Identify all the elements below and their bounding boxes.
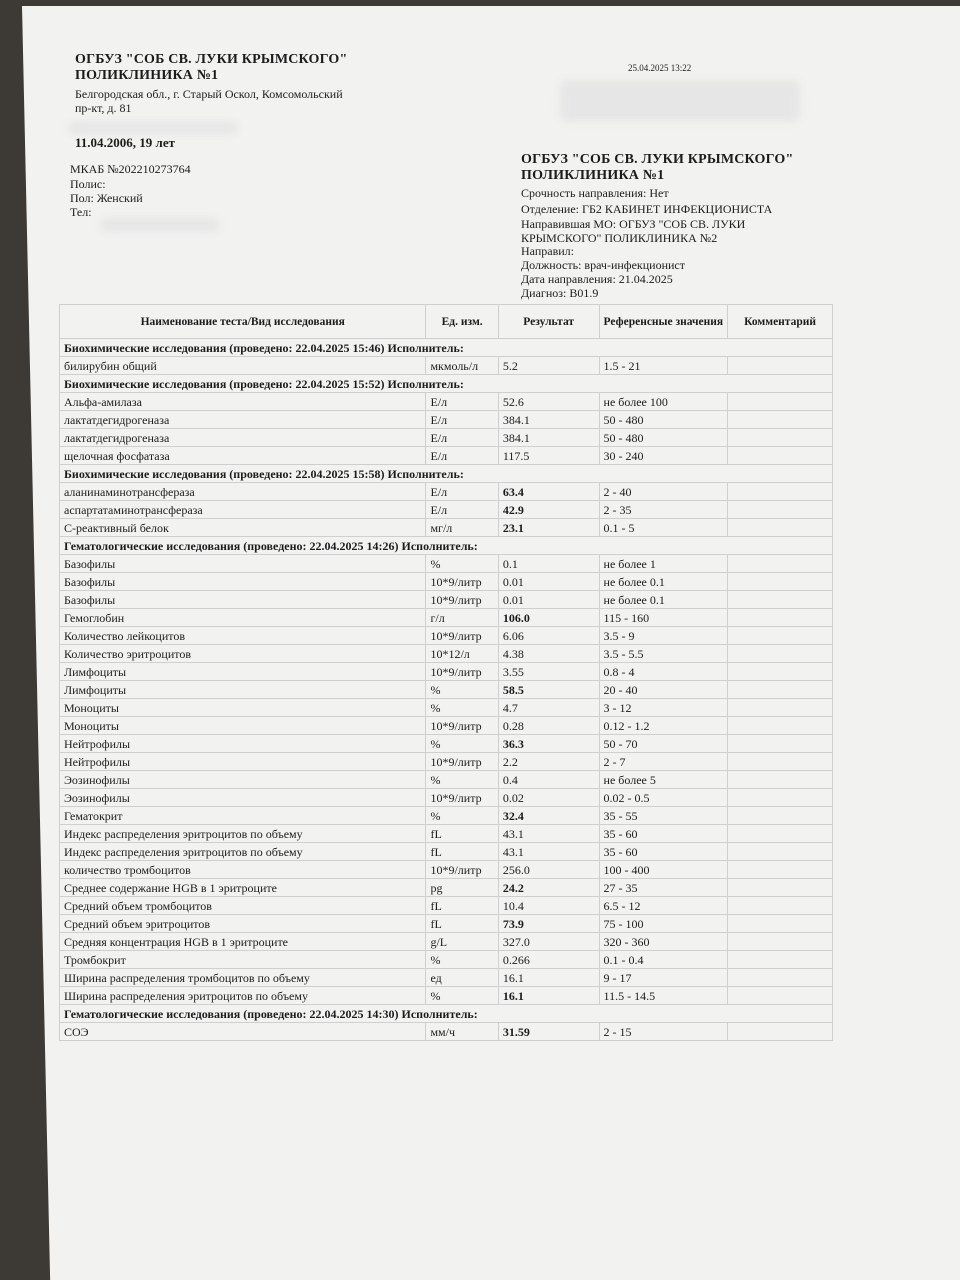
unit-cell: Е/л <box>426 393 498 411</box>
unit-cell: fL <box>426 915 498 933</box>
reference-cell: 3.5 - 9 <box>599 627 728 645</box>
result-cell: 0.4 <box>498 771 599 789</box>
comment-cell <box>728 861 833 879</box>
table-row <box>60 699 833 717</box>
test-name-cell: Тромбокрит <box>60 951 426 969</box>
reference-cell: 115 - 160 <box>599 609 728 627</box>
header-result: Результат <box>498 305 599 339</box>
table-row <box>60 609 833 627</box>
comment-cell <box>728 897 833 915</box>
patient-policy: Полис: <box>70 177 106 191</box>
header-comment: Комментарий <box>728 305 833 339</box>
unit-cell: fL <box>426 825 498 843</box>
reference-cell: 6.5 - 12 <box>599 897 728 915</box>
unit-cell: g/L <box>426 933 498 951</box>
comment-cell <box>728 915 833 933</box>
test-name-cell: Индекс распределения эритроцитов по объему <box>60 825 426 843</box>
table-header-row <box>60 305 833 339</box>
reference-cell: 30 - 240 <box>599 447 728 465</box>
table-row <box>60 681 833 699</box>
result-cell: 0.01 <box>498 591 599 609</box>
test-name-cell: Базофилы <box>60 555 426 573</box>
table-row <box>60 933 833 951</box>
reference-cell: 20 - 40 <box>599 681 728 699</box>
table-row <box>60 987 833 1005</box>
reference-cell: 35 - 55 <box>599 807 728 825</box>
comment-cell <box>728 519 833 537</box>
table-row <box>60 1023 833 1041</box>
unit-cell: мм/ч <box>426 1023 498 1041</box>
comment-cell <box>728 879 833 897</box>
table-row <box>60 771 833 789</box>
test-name-cell: СОЭ <box>60 1023 426 1041</box>
table-row <box>60 951 833 969</box>
comment-cell <box>728 987 833 1005</box>
unit-cell: 10*9/литр <box>426 861 498 879</box>
comment-cell <box>728 609 833 627</box>
test-name-cell: Альфа-амилаза <box>60 393 426 411</box>
test-name-cell: лактатдегидрогеназа <box>60 429 426 447</box>
reference-cell: 50 - 480 <box>599 411 728 429</box>
test-name-cell: аспартатаминотрансфераза <box>60 501 426 519</box>
comment-cell <box>728 825 833 843</box>
header-reference: Референсные значения <box>599 305 728 339</box>
referral-position: Должность: врач-инфекционист <box>521 258 685 272</box>
test-name-cell: Ширина распределения эритроцитов по объему <box>60 987 426 1005</box>
patient-phone: Тел: <box>70 205 92 219</box>
comment-cell <box>728 555 833 573</box>
unit-cell: мг/л <box>426 519 498 537</box>
reference-cell: 35 - 60 <box>599 843 728 861</box>
test-name-cell: Нейтрофилы <box>60 753 426 771</box>
test-name-cell: лактатдегидрогеназа <box>60 411 426 429</box>
unit-cell: Е/л <box>426 429 498 447</box>
comment-cell <box>728 591 833 609</box>
section-header-row <box>60 465 833 483</box>
test-name-cell: Базофилы <box>60 591 426 609</box>
comment-cell <box>728 843 833 861</box>
table-row <box>60 573 833 591</box>
unit-cell: 10*9/литр <box>426 753 498 771</box>
referral-mo-line2: КРЫМСКОГО" ПОЛИКЛИНИКА №2 <box>521 231 718 245</box>
test-name-cell: Нейтрофилы <box>60 735 426 753</box>
test-name-cell: Гемоглобин <box>60 609 426 627</box>
table-row <box>60 447 833 465</box>
result-cell: 4.38 <box>498 645 599 663</box>
result-cell: 42.9 <box>498 501 599 519</box>
reference-cell: 35 - 60 <box>599 825 728 843</box>
result-cell: 0.28 <box>498 717 599 735</box>
reference-cell: 2 - 40 <box>599 483 728 501</box>
comment-cell <box>728 771 833 789</box>
comment-cell <box>728 627 833 645</box>
org-address-line1: Белгородская обл., г. Старый Оскол, Комсомольский <box>75 87 343 101</box>
table-row <box>60 645 833 663</box>
comment-cell <box>728 573 833 591</box>
test-name-cell: Ширина распределения тромбоцитов по объему <box>60 969 426 987</box>
comment-cell <box>728 933 833 951</box>
unit-cell: 10*9/литр <box>426 591 498 609</box>
referral-mo-line1: Направившая МО: ОГБУЗ "СОБ СВ. ЛУКИ <box>521 217 746 231</box>
test-name-cell: Индекс распределения эритроцитов по объему <box>60 843 426 861</box>
test-name-cell: щелочная фосфатаза <box>60 447 426 465</box>
comment-cell <box>728 393 833 411</box>
unit-cell: % <box>426 807 498 825</box>
result-cell: 0.1 <box>498 555 599 573</box>
test-name-cell: Лимфоциты <box>60 681 426 699</box>
test-name-cell: Моноциты <box>60 717 426 735</box>
test-name-cell: аланинаминотрансфераза <box>60 483 426 501</box>
result-cell: 256.0 <box>498 861 599 879</box>
unit-cell: Е/л <box>426 501 498 519</box>
comment-cell <box>728 681 833 699</box>
unit-cell: г/л <box>426 609 498 627</box>
result-cell: 327.0 <box>498 933 599 951</box>
redacted-patient-name <box>560 80 800 122</box>
result-cell: 4.7 <box>498 699 599 717</box>
patient-sex: Пол: Женский <box>70 191 143 205</box>
unit-cell: 10*9/литр <box>426 663 498 681</box>
unit-cell: 10*9/литр <box>426 789 498 807</box>
section-header-row <box>60 339 833 357</box>
test-name-cell: Средний объем тромбоцитов <box>60 897 426 915</box>
referral-department: Отделение: ГБ2 КАБИНЕТ ИНФЕКЦИОНИСТА <box>521 202 773 216</box>
reference-cell: не более 0.1 <box>599 591 728 609</box>
reference-cell: не более 100 <box>599 393 728 411</box>
result-cell: 52.6 <box>498 393 599 411</box>
org-name-line2: ПОЛИКЛИНИКА №1 <box>75 68 219 83</box>
table-row <box>60 393 833 411</box>
unit-cell: fL <box>426 843 498 861</box>
result-cell: 31.59 <box>498 1023 599 1041</box>
unit-cell: Е/л <box>426 483 498 501</box>
reference-cell: 27 - 35 <box>599 879 728 897</box>
table-row <box>60 915 833 933</box>
results-body <box>60 339 833 1041</box>
comment-cell <box>728 501 833 519</box>
referral-org-line2: ПОЛИКЛИНИКА №1 <box>521 168 665 183</box>
test-name-cell: Гематокрит <box>60 807 426 825</box>
header-test-name: Наименование теста/Вид исследования <box>60 305 426 339</box>
reference-cell: 2 - 35 <box>599 501 728 519</box>
table-row <box>60 501 833 519</box>
table-row <box>60 879 833 897</box>
unit-cell: % <box>426 555 498 573</box>
unit-cell: Е/л <box>426 411 498 429</box>
result-cell: 23.1 <box>498 519 599 537</box>
test-name-cell: Средняя концентрация HGB в 1 эритроците <box>60 933 426 951</box>
unit-cell: 10*9/литр <box>426 573 498 591</box>
table-row <box>60 843 833 861</box>
comment-cell <box>728 357 833 375</box>
result-cell: 10.4 <box>498 897 599 915</box>
comment-cell <box>728 807 833 825</box>
unit-cell: % <box>426 951 498 969</box>
reference-cell: 0.12 - 1.2 <box>599 717 728 735</box>
unit-cell: мкмоль/л <box>426 357 498 375</box>
result-cell: 2.2 <box>498 753 599 771</box>
section-title: Гематологические исследования (проведено: 22.04.2025 14:30) Исполнитель: <box>60 1005 833 1023</box>
comment-cell <box>728 717 833 735</box>
reference-cell: 9 - 17 <box>599 969 728 987</box>
unit-cell: 10*9/литр <box>426 627 498 645</box>
table-row <box>60 429 833 447</box>
comment-cell <box>728 645 833 663</box>
section-title: Биохимические исследования (проведено: 22.04.2025 15:52) Исполнитель: <box>60 375 833 393</box>
table-row <box>60 789 833 807</box>
result-cell: 63.4 <box>498 483 599 501</box>
reference-cell: не более 0.1 <box>599 573 728 591</box>
result-cell: 0.01 <box>498 573 599 591</box>
test-name-cell: Количество эритроцитов <box>60 645 426 663</box>
org-address-line2: пр-кт, д. 81 <box>75 101 132 115</box>
test-name-cell: Средний объем эритроцитов <box>60 915 426 933</box>
table-row <box>60 411 833 429</box>
table-row <box>60 555 833 573</box>
referral-date: Дата направления: 21.04.2025 <box>521 272 673 286</box>
org-name-line1: ОГБУЗ "СОБ СВ. ЛУКИ КРЫМСКОГО" <box>75 52 348 67</box>
reference-cell: 100 - 400 <box>599 861 728 879</box>
reference-cell: 0.1 - 5 <box>599 519 728 537</box>
unit-cell: pg <box>426 879 498 897</box>
reference-cell: 0.1 - 0.4 <box>599 951 728 969</box>
print-datetime: 25.04.2025 13:22 <box>628 63 692 73</box>
reference-cell: 2 - 15 <box>599 1023 728 1041</box>
unit-cell: ед <box>426 969 498 987</box>
unit-cell: 10*9/литр <box>426 717 498 735</box>
reference-cell: 0.8 - 4 <box>599 663 728 681</box>
section-header-row <box>60 537 833 555</box>
comment-cell <box>728 735 833 753</box>
referral-org-line1: ОГБУЗ "СОБ СВ. ЛУКИ КРЫМСКОГО" <box>521 152 794 167</box>
referral-referred-by: Направил: <box>521 244 574 258</box>
table-row <box>60 861 833 879</box>
reference-cell: не более 1 <box>599 555 728 573</box>
table-row <box>60 969 833 987</box>
unit-cell: % <box>426 987 498 1005</box>
table-row <box>60 663 833 681</box>
result-cell: 117.5 <box>498 447 599 465</box>
section-header-row <box>60 375 833 393</box>
table-row <box>60 519 833 537</box>
result-cell: 32.4 <box>498 807 599 825</box>
comment-cell <box>728 447 833 465</box>
reference-cell: 75 - 100 <box>599 915 728 933</box>
table-row <box>60 897 833 915</box>
comment-cell <box>728 1023 833 1041</box>
unit-cell: fL <box>426 897 498 915</box>
table-row <box>60 717 833 735</box>
unit-cell: % <box>426 771 498 789</box>
patient-mkab: МКАБ №202210273764 <box>70 162 191 176</box>
unit-cell: % <box>426 681 498 699</box>
reference-cell: 2 - 7 <box>599 753 728 771</box>
patient-dob-age: 11.04.2006, 19 лет <box>75 135 175 150</box>
table-row <box>60 627 833 645</box>
result-cell: 58.5 <box>498 681 599 699</box>
comment-cell <box>728 429 833 447</box>
result-cell: 73.9 <box>498 915 599 933</box>
table-row <box>60 591 833 609</box>
section-title: Биохимические исследования (проведено: 22.04.2025 15:58) Исполнитель: <box>60 465 833 483</box>
result-cell: 106.0 <box>498 609 599 627</box>
table-row <box>60 807 833 825</box>
comment-cell <box>728 951 833 969</box>
test-name-cell: С-реактивный белок <box>60 519 426 537</box>
reference-cell: 11.5 - 14.5 <box>599 987 728 1005</box>
comment-cell <box>728 699 833 717</box>
test-name-cell: Базофилы <box>60 573 426 591</box>
comment-cell <box>728 411 833 429</box>
test-name-cell: Лимфоциты <box>60 663 426 681</box>
reference-cell: 50 - 480 <box>599 429 728 447</box>
result-cell: 0.266 <box>498 951 599 969</box>
reference-cell: 320 - 360 <box>599 933 728 951</box>
result-cell: 43.1 <box>498 843 599 861</box>
redacted-phone <box>100 218 220 232</box>
reference-cell: 50 - 70 <box>599 735 728 753</box>
table-row <box>60 357 833 375</box>
result-cell: 16.1 <box>498 987 599 1005</box>
test-name-cell: Эозинофилы <box>60 771 426 789</box>
unit-cell: % <box>426 735 498 753</box>
section-title: Гематологические исследования (проведено: 22.04.2025 14:26) Исполнитель: <box>60 537 833 555</box>
test-name-cell: билирубин общий <box>60 357 426 375</box>
result-cell: 384.1 <box>498 429 599 447</box>
reference-cell: 3.5 - 5.5 <box>599 645 728 663</box>
reference-cell: 1.5 - 21 <box>599 357 728 375</box>
results-table <box>59 304 833 1041</box>
result-cell: 3.55 <box>498 663 599 681</box>
redacted-field <box>68 122 238 134</box>
comment-cell <box>728 969 833 987</box>
comment-cell <box>728 483 833 501</box>
referral-diagnosis: Диагноз: B01.9 <box>521 286 599 300</box>
result-cell: 0.02 <box>498 789 599 807</box>
comment-cell <box>728 789 833 807</box>
header-unit: Ед. изм. <box>426 305 498 339</box>
result-cell: 43.1 <box>498 825 599 843</box>
comment-cell <box>728 663 833 681</box>
unit-cell: % <box>426 699 498 717</box>
result-cell: 16.1 <box>498 969 599 987</box>
reference-cell: не более 5 <box>599 771 728 789</box>
result-cell: 384.1 <box>498 411 599 429</box>
table-row <box>60 735 833 753</box>
table-row <box>60 753 833 771</box>
result-cell: 24.2 <box>498 879 599 897</box>
result-cell: 6.06 <box>498 627 599 645</box>
test-name-cell: Количество лейкоцитов <box>60 627 426 645</box>
section-title: Биохимические исследования (проведено: 22.04.2025 15:46) Исполнитель: <box>60 339 833 357</box>
test-name-cell: Среднее содержание HGB в 1 эритроците <box>60 879 426 897</box>
result-cell: 36.3 <box>498 735 599 753</box>
reference-cell: 3 - 12 <box>599 699 728 717</box>
test-name-cell: Моноциты <box>60 699 426 717</box>
unit-cell: 10*12/л <box>426 645 498 663</box>
table-row <box>60 483 833 501</box>
result-cell: 5.2 <box>498 357 599 375</box>
comment-cell <box>728 753 833 771</box>
test-name-cell: количество тромбоцитов <box>60 861 426 879</box>
referral-urgency: Срочность направления: Нет <box>521 186 669 200</box>
test-name-cell: Эозинофилы <box>60 789 426 807</box>
table-row <box>60 825 833 843</box>
reference-cell: 0.02 - 0.5 <box>599 789 728 807</box>
unit-cell: Е/л <box>426 447 498 465</box>
section-header-row <box>60 1005 833 1023</box>
